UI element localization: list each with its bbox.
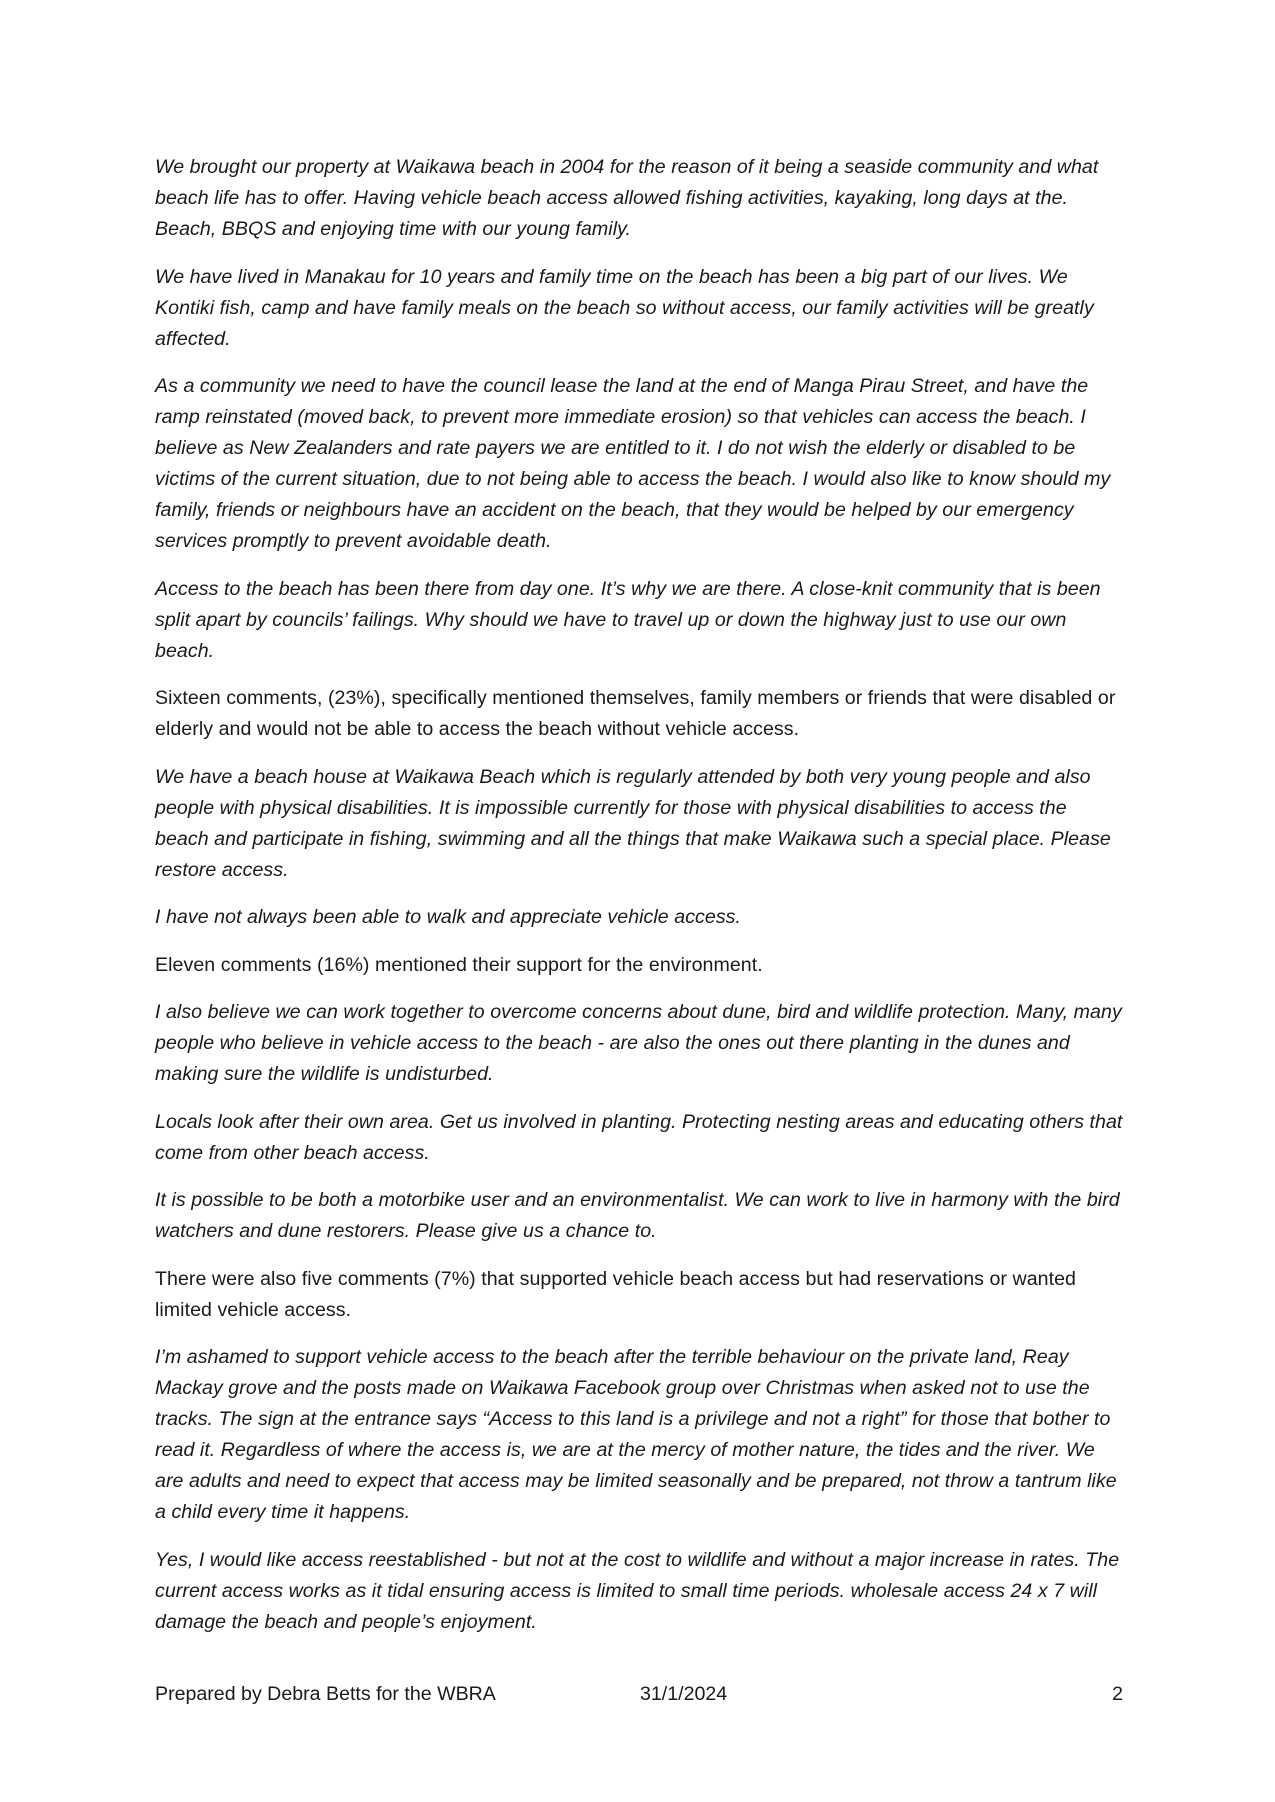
summary-paragraph: There were also five comments (7%) that supported vehicle beach access but had reservations or wanted limited vehicle access. [155, 1267, 1076, 1321]
quote-paragraph: Locals look after their own area. Get us involved in planting. Protecting nesting areas and educating others that come from other beach access. [155, 1110, 1123, 1164]
quote-paragraph: Access to the beach has been there from day one. It’s why we are there. A close-knit community that is been split apart by councils’ failings. Why should we have to travel up or down the highway just to use our own beach. [155, 577, 1101, 662]
footer-prepared-by: Prepared by Debra Betts for the WBRA [155, 1683, 496, 1705]
summary-paragraph: Sixteen comments, (23%), specifically mentioned themselves, family members or friends that were disabled or elderly and would not be able to access the beach without vehicle access. [155, 687, 1116, 740]
document-body [155, 152, 1123, 1654]
page-number: 2 [1112, 1683, 1123, 1705]
quote-paragraph: It is possible to be both a motorbike user and an environmentalist. We can work to live in harmony with the bird watchers and dune restorers. Please give us a chance to. [155, 1189, 1120, 1242]
quote-paragraph: I’m ashamed to support vehicle access to the beach after the terrible behaviour on the private land, Reay Mackay grove and the posts made on Waikawa Facebook group over Christmas when asked not to use the tracks. The sign at the entrance says “Access to this land is a privilege and not a right” for those that bother to read it. Regardless of where the access is, we are at the mercy of mother nature, the tides and the river. We are adults and need to expect that access may be limited seasonally and be prepared, not throw a tantrum like a child every time it happens. [155, 1346, 1117, 1523]
quote-paragraph: We brought our property at Waikawa beach in 2004 for the reason of it being a seaside community and what beach life has to offer. Having vehicle beach access allowed fishing activities, kayaking, long days at the. Beach, BBQS and enjoying time with our young family. [155, 156, 1099, 240]
quote-paragraph: I have not always been able to walk and appreciate vehicle access. [155, 906, 742, 928]
page-footer [155, 1678, 1123, 1710]
quote-paragraph: As a community we need to have the council lease the land at the end of Manga Pirau Street, and have the ramp reinstated (moved back, to prevent more immediate erosion) so that vehicles can access the beach. I believe as New Zealanders and rate payers we are entitled to it. I do not wish the elderly or disabled to be victims of the current situation, due to not being able to access the beach. I would also like to know should my family, friends or neighbours have an accident on the beach, that they would be helped by our emergency services promptly to prevent avoidable death. [155, 375, 1111, 552]
quote-paragraph: Yes, I would like access reestablished - but not at the cost to wildlife and without a major increase in rates. The current access works as it tidal ensuring access is limited to small time periods. wholesale access 24 x 7 will damage the beach and people’s enjoyment. [155, 1548, 1120, 1633]
quote-paragraph: We have a beach house at Waikawa Beach which is regularly attended by both very young people and also people with physical disabilities. It is impossible currently for those with physical disabilities to access the beach and participate in fishing, swimming and all the things that make Waikawa such a special place. Please restore access. [155, 765, 1111, 881]
summary-paragraph: Eleven comments (16%) mentioned their support for the environment. [155, 953, 763, 976]
quote-paragraph: I also believe we can work together to overcome concerns about dune, bird and wildlife protection. Many, many people who believe in vehicle access to the beach - are also the ones out there planting in the dunes and making sure the wildlife is undisturbed. [155, 1001, 1122, 1085]
footer-date: 31/1/2024 [640, 1683, 728, 1705]
quote-paragraph: We have lived in Manakau for 10 years and family time on the beach has been a big part of our lives. We Kontiki fish, camp and have family meals on the beach so without access, our family activities will be greatly affected. [155, 265, 1094, 350]
